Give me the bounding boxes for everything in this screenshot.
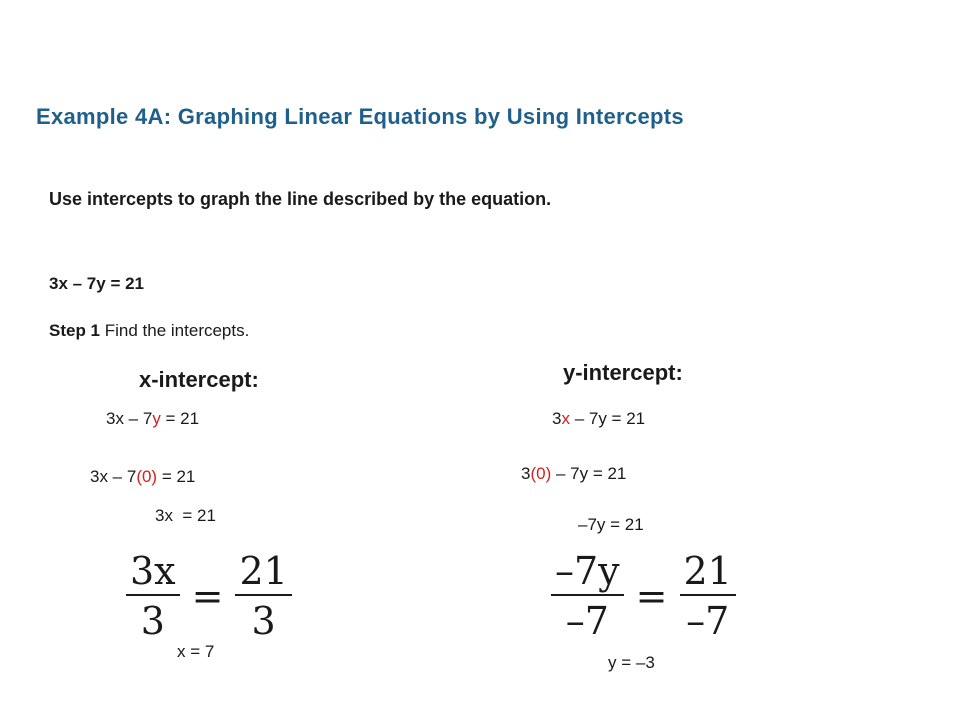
slide-title: Example 4A: Graphing Linear Equations by Using Intercepts bbox=[36, 104, 684, 129]
x-fraction-left bbox=[126, 549, 180, 643]
step-text bbox=[49, 321, 249, 341]
y-intercept-heading: y-intercept: bbox=[563, 360, 683, 385]
x-line1-highlight: y bbox=[152, 409, 161, 428]
y-intercept-line1 bbox=[552, 409, 645, 429]
y-fraction-right-numerator: 21 bbox=[683, 549, 732, 593]
x-intercept-heading: x-intercept: bbox=[139, 367, 259, 392]
x-line2-post: = 21 bbox=[157, 467, 196, 486]
y-line2-post: – 7y = 21 bbox=[551, 464, 627, 483]
x-intercept-line2 bbox=[90, 467, 195, 487]
y-line1-pre: 3 bbox=[552, 409, 562, 428]
x-line1-pre: 3x – 7 bbox=[106, 409, 153, 428]
y-line1-post: – 7y = 21 bbox=[569, 409, 646, 428]
x-intercept-fraction-equation bbox=[126, 549, 292, 643]
x-fraction-right bbox=[235, 549, 291, 643]
y-fraction-left bbox=[551, 549, 624, 643]
x-intercept-line1 bbox=[106, 409, 199, 429]
y-fraction-left-numerator: –7y bbox=[555, 549, 620, 593]
step-description: Find the intercepts. bbox=[100, 321, 250, 340]
x-intercept-line3: 3x = 21 bbox=[155, 506, 216, 525]
x-line2-highlight: (0) bbox=[136, 467, 158, 486]
y-fraction-right-denominator: –7 bbox=[686, 599, 730, 643]
main-equation: 3x – 7y = 21 bbox=[49, 274, 145, 293]
instruction-text: Use intercepts to graph the line described by the equation. bbox=[49, 189, 552, 209]
x-fraction-right-denominator: 3 bbox=[251, 599, 276, 643]
y-line1-highlight: x bbox=[561, 409, 570, 428]
x-fraction-left-denominator: 3 bbox=[140, 599, 165, 643]
y-intercept-fraction-equation bbox=[551, 549, 736, 643]
y-fraction-right bbox=[680, 549, 736, 643]
x-intercept-result: x = 7 bbox=[177, 642, 215, 661]
y-line2-pre: 3 bbox=[521, 464, 531, 483]
y-line2-highlight: (0) bbox=[530, 464, 552, 483]
y-intercept-line2 bbox=[521, 464, 626, 484]
y-equals-sign: = bbox=[635, 574, 668, 618]
x-line1-post: = 21 bbox=[160, 409, 200, 428]
y-intercept-result: y = –3 bbox=[608, 653, 655, 672]
y-intercept-line3: –7y = 21 bbox=[578, 515, 644, 534]
step-label: Step 1 bbox=[49, 321, 101, 340]
x-equals-sign: = bbox=[191, 574, 224, 618]
x-fraction-right-numerator: 21 bbox=[239, 549, 288, 593]
x-line2-pre: 3x – 7 bbox=[90, 467, 137, 486]
y-fraction-left-denominator: –7 bbox=[565, 599, 609, 643]
x-fraction-left-numerator: 3x bbox=[130, 549, 176, 593]
